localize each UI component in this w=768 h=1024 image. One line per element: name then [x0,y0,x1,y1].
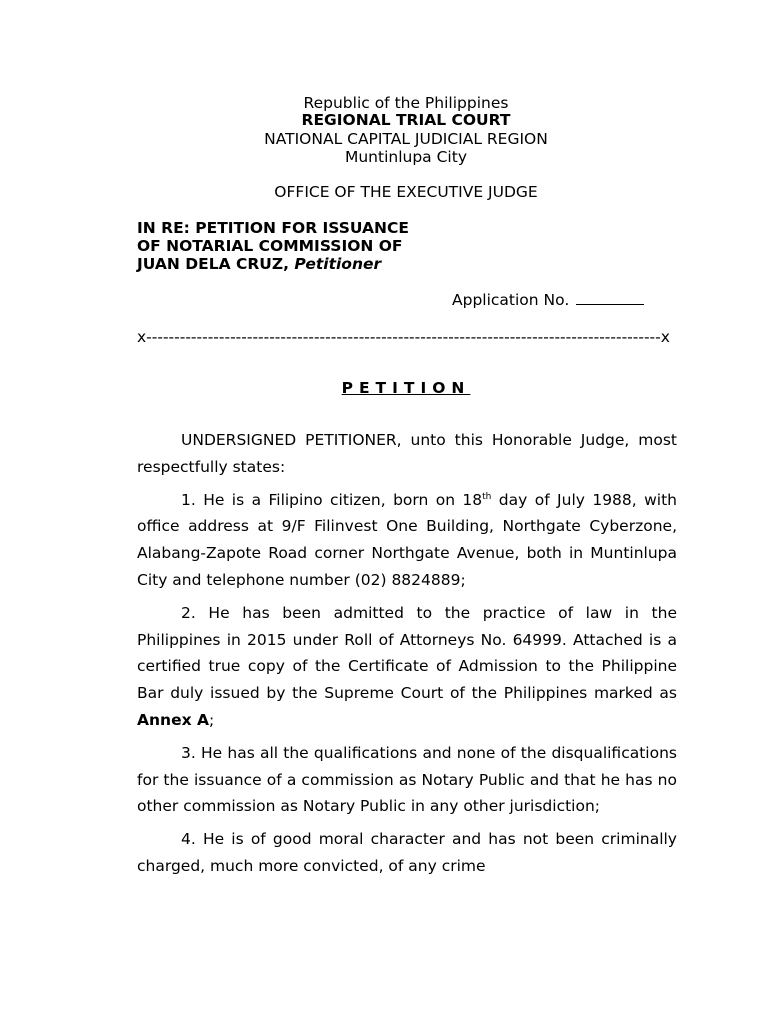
separator-line: x--------------------------------------------------------------------------------------------x [137,328,670,346]
paragraph-3: 3. He has all the qualifications and none of the disqualifications for the issuance of a commission as Notary Public and that he has no other commission as Notary Public in any other jurisdiction; [137,743,677,816]
application-number [452,290,644,309]
document-title: PETITION [341,379,471,397]
header-office: OFFICE OF THE EXECUTIVE JUDGE [274,183,538,201]
petitioner-role: Petitioner [294,255,382,273]
application-label: Application No. [452,291,570,309]
paragraph-4: 4. He is of good moral character and has not been criminally charged, much more convicted, of any crime [137,830,677,875]
header-court: REGIONAL TRIAL COURT [301,111,511,129]
header-city: Muntinlupa City [344,148,467,166]
header-republic: Republic of the Philippines [303,94,509,112]
paragraph-2-text-b: ; [208,710,215,729]
caption-line-1: IN RE: PETITION FOR ISSUANCE [137,219,409,237]
caption-line-3 [137,255,409,273]
case-caption [137,219,409,273]
paragraph-1-text-a: 1. He is a Filipino citizen, born on 18 [181,490,483,509]
paragraph-2-text-a: 2. He has been admitted to the practice of law in the Philippines in 2015 under Roll of Attorneys No. 64999. Attached is a certified true copy of the Certificate of Admission to the Philippine Bar duly issued by the Supreme Court of the Philippines marked as [137,603,677,703]
ordinal-suffix: th [482,491,492,502]
header-region: NATIONAL CAPITAL JUDICIAL REGION [264,130,548,148]
caption-line-2: OF NOTARIAL COMMISSION OF [137,237,403,255]
paragraph-1 [137,487,677,594]
application-blank [576,290,644,305]
annex-label: Annex A [137,710,209,729]
intro-paragraph: UNDERSIGNED PETITIONER, unto this Honorable Judge, most respectfully states: [137,431,677,476]
paragraph-2 [137,600,677,734]
petitioner-name: JUAN DELA CRUZ, [137,255,295,273]
paragraph-1-text-b: day of July 1988, with office address at 9/F Filinvest One Building, Northgate Cyberzone, Alabang-Zapote Road corner Northgate Avenue, both in Muntinlupa City and telephone number (02) 8824889; [137,490,677,589]
document-body [137,427,677,886]
